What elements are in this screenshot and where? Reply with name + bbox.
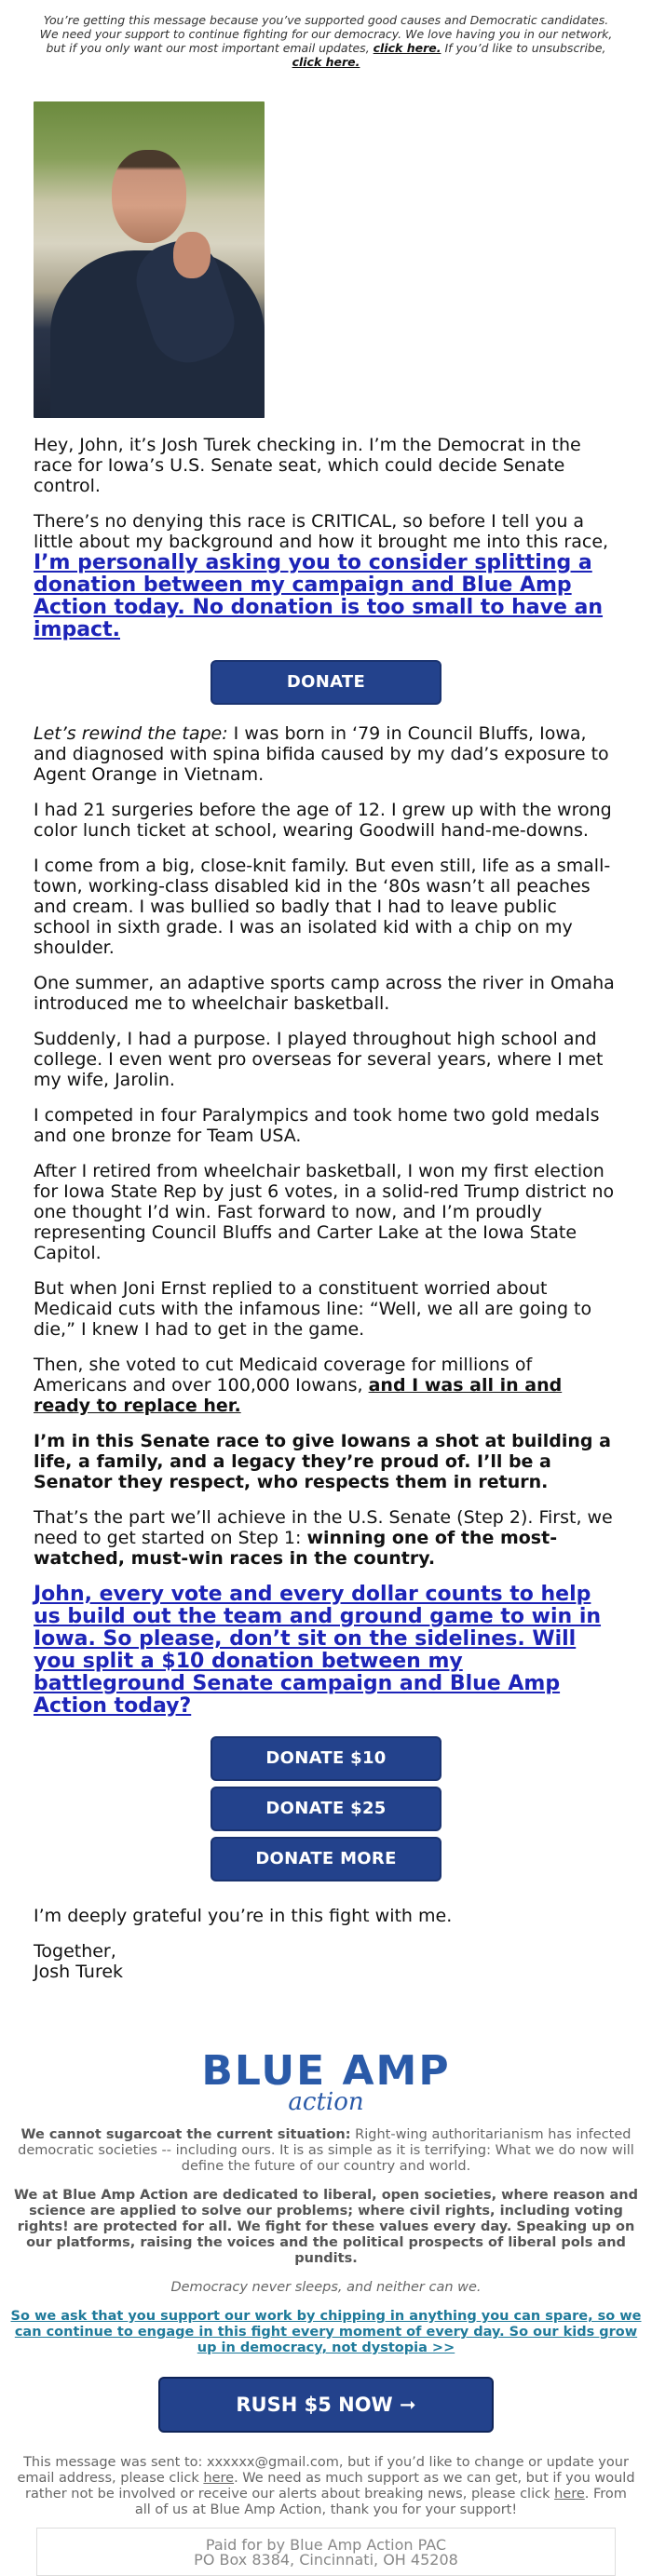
- critical-paragraph: [34, 511, 618, 641]
- logo-wordmark: BLUE AMP: [201, 2047, 451, 2095]
- story-paragraph-5: Suddenly, I had a purpose. I played throughout high school and college. I even went pro overseas for several years, where I met my wife, Jarolin.: [34, 1029, 604, 1090]
- opt-out-link[interactable]: here: [554, 2487, 585, 2502]
- logo-action-text: action: [288, 2088, 364, 2116]
- second-ask-paragraph: [34, 1584, 618, 1718]
- intro-paragraph: Hey, John, it’s Josh Turek checking in. I’m the Democrat in the race for Iowa’s U.S. Senate seat, which could decide Senate control.: [34, 435, 581, 496]
- donation-ask-link[interactable]: I’m personally asking you to consider splitting a donation between my campaign and Blue Amp Action today. No donation is too small to have an impact.: [34, 551, 604, 641]
- donate-10-button[interactable]: DONATE $10: [211, 1736, 441, 1781]
- email-preferences-link[interactable]: click here.: [373, 41, 441, 55]
- senate-race-bold: I’m in this Senate race to give Iowans a shot at building a life, a family, and a legacy they’re proud of. I’ll be a Senator they respect, who respects them in return.: [34, 1431, 611, 1492]
- paid-for-box: [36, 2528, 616, 2576]
- support-paragraph: [0, 2309, 652, 2356]
- mission-text: We at Blue Amp Action are dedicated to liberal, open societies, where reason and science are applied to solve our problems; where civil rights, including voting rights! are protected for all. We fight for these values every day. Speaking up on our platforms, raising the voices and the political prospects of liberal pols and pundits.: [14, 2188, 638, 2266]
- blue-amp-logo: [0, 2047, 652, 2116]
- mission-paragraph: [0, 2188, 652, 2267]
- story-paragraph-6: I competed in four Paralympics and took home two gold medals and one bronze for Team USA.: [34, 1105, 600, 1146]
- signoff-text: Together,: [34, 1941, 116, 1962]
- story-paragraph-8: But when Joni Ernst replied to a constituent worried about Medicaid cuts with the infamous line: “Well, we all are going to die,” I knew I had to get in the game.: [34, 1278, 592, 1340]
- preheader-text: You’re getting this message because you’ve supported good causes and Democratic candidates. We need your support to continue fighting for our democracy. We love having you in our network, but if you only want our most important email updates,: [39, 13, 613, 55]
- address-line: PO Box 8384, Cincinnati, OH 45208: [194, 2551, 458, 2569]
- story-paragraph-1: [34, 723, 618, 785]
- rush-5-button[interactable]: [158, 2377, 494, 2433]
- step-text: That’s the part we’ll achieve in the U.S. Senate (Step 2). First, we need to get started on Step 1:: [34, 1507, 613, 1548]
- arrow-right-icon: ➞: [400, 2394, 416, 2416]
- donate-25-button[interactable]: DONATE $25: [211, 1787, 441, 1831]
- footer: [0, 1997, 652, 2576]
- split-donation-link[interactable]: John, every vote and every dollar counts to help us build out the team and ground game to win in Iowa. So please, don’t sit on the sidelines. Will you split a $10 donation between my battleground Senate campaign and Blue Amp Action today?: [34, 1583, 602, 1718]
- support-link[interactable]: So we ask that you support our work by chipping in anything you can spare, so we can continue to engage in this fight every moment of every day. So our kids grow up in democracy, not dystopia >>: [10, 2309, 642, 2355]
- email-body: [0, 435, 652, 1982]
- rush-label: RUSH $5 NOW: [236, 2394, 393, 2416]
- sent-to-notice: [17, 2455, 635, 2518]
- story-paragraph-4: One summer, an adaptive sports camp across the river in Omaha introduced me to wheelchair basketball.: [34, 973, 615, 1014]
- sent-text-2: . We need as much support as we can get, but if you would rather not be involved or receive our alerts about breaking news, please click: [25, 2471, 635, 2502]
- rewind-lead: Let’s rewind the tape:: [34, 723, 228, 744]
- story-paragraph-11: [34, 1507, 618, 1569]
- situation-paragraph: [0, 2127, 652, 2175]
- candidate-photo: [34, 101, 265, 418]
- unsubscribe-link[interactable]: click here.: [292, 55, 360, 69]
- step-bold: winning one of the most-watched, must-win races in the country.: [34, 1528, 558, 1569]
- story-paragraph-2: I had 21 surgeries before the age of 12. I grew up with the wrong color lunch ticket at school, wearing Goodwill hand-me-downs.: [34, 800, 612, 841]
- story-paragraph-3: I come from a big, close-knit family. But even still, life as a small-town, working-class disabled kid in the ‘80s wasn’t all peaches and cream. I was bullied so badly that I had to leave public school in sixth grade. I was an isolated kid with a chip on my shoulder.: [34, 856, 611, 958]
- photo-hand: [173, 232, 211, 278]
- rewind-text: I was born in ‘79 in Council Bluffs, Iowa, and diagnosed with spina bifida caused by my dad’s exposure to Agent Orange in Vietnam.: [34, 723, 609, 785]
- paid-for-line: Paid for by Blue Amp Action PAC: [205, 2536, 447, 2554]
- signature: Josh Turek: [34, 1962, 124, 1982]
- story-paragraph-7: After I retired from wheelchair basketball, I won my first election for Iowa State Rep by just 6 votes, in a solid-red Trump district no one thought I’d win. Fast forward to now, and I’m proudly representing Council Bluffs and Carter Lake at the Iowa State Capitol.: [34, 1161, 615, 1263]
- closing-paragraph: I’m deeply grateful you’re in this fight with me.: [34, 1906, 453, 1926]
- donate-more-button[interactable]: DONATE MORE: [211, 1837, 441, 1881]
- signoff: [34, 1941, 618, 1982]
- situation-text: Right-wing authoritarianism has infected democratic societies -- including ours. It is as simple as it is terrifying: What we do now will define the future of our country and world.: [18, 2127, 634, 2174]
- sent-text-1: This message was sent to: xxxxxx@gmail.com, but if you’d like to change or update your email address, please click: [17, 2455, 629, 2486]
- replace-her-text: and I was all in and ready to replace her.: [34, 1375, 563, 1416]
- story-paragraph-9: [34, 1355, 618, 1416]
- critical-text: There’s no denying this race is CRITICAL, so before I tell you a little about my background and how it brought me into this race,: [34, 511, 609, 552]
- medicaid-text: Then, she voted to cut Medicaid coverage for millions of Americans and over 100,000 Iowans,: [34, 1355, 533, 1396]
- story-paragraph-10: [34, 1431, 618, 1492]
- update-email-link[interactable]: here: [203, 2471, 235, 2486]
- tagline: Democracy never sleeps, and neither can we.: [170, 2280, 482, 2295]
- preheader-text-middle: If you’d like to unsubscribe,: [441, 41, 606, 55]
- donate-buttons: [34, 1733, 618, 1906]
- donate-button-wrap: [34, 656, 618, 723]
- preheader: [0, 0, 652, 78]
- situation-bold: We cannot sugarcoat the current situation:: [20, 2127, 351, 2142]
- donate-button[interactable]: DONATE: [211, 660, 441, 705]
- photo-head: [112, 150, 186, 243]
- sent-text-3: . From all of us at Blue Amp Action, thank you for your support!: [134, 2487, 627, 2517]
